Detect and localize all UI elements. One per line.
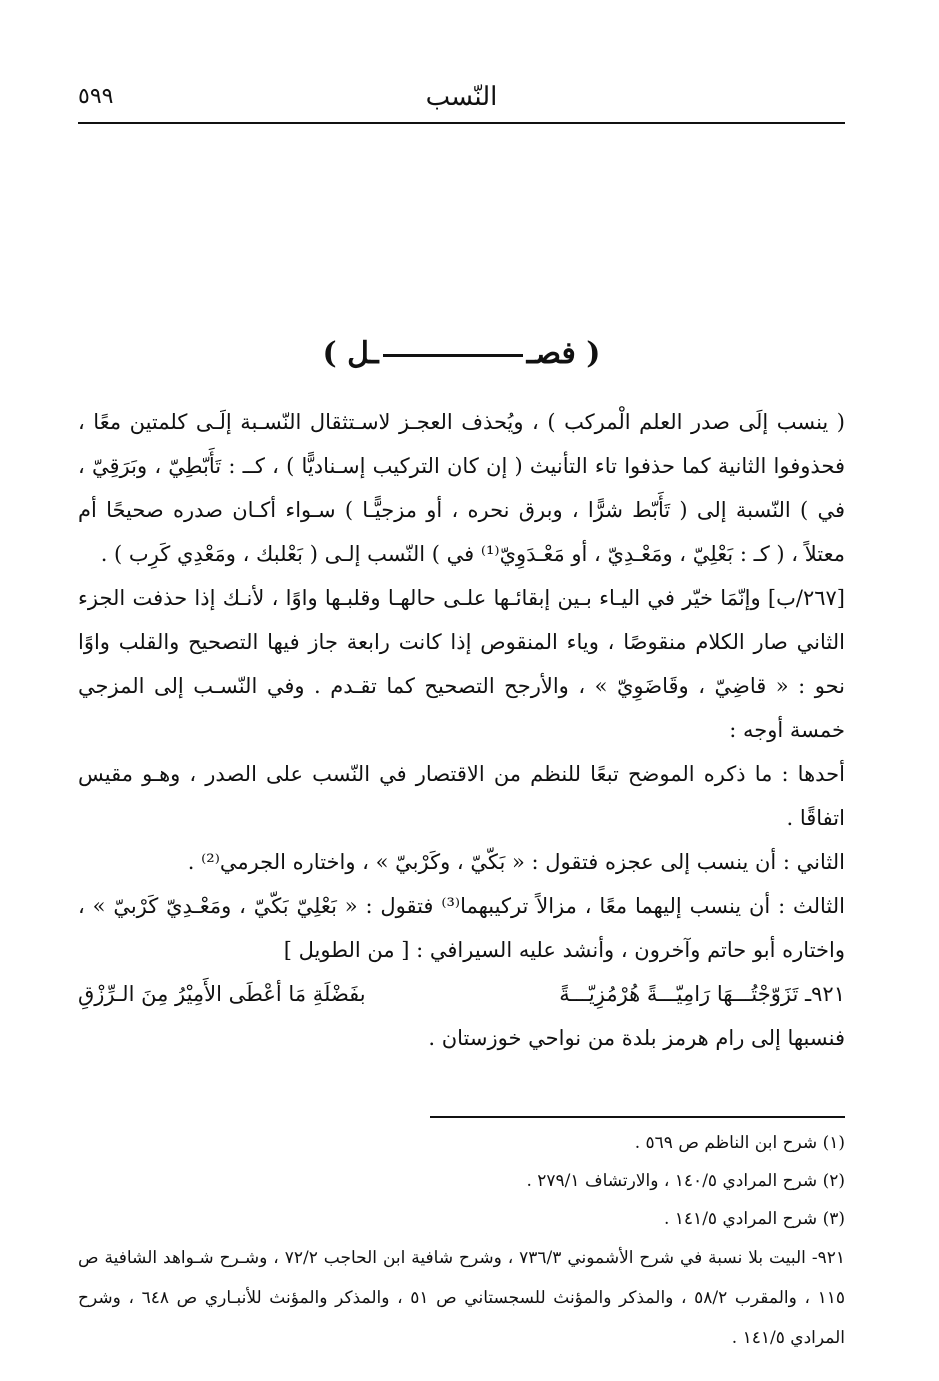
footnote-2: (٢) شرح المرادي ١٤٠/٥ ، والارتشاف ٢٧٩/١ . [526, 1171, 845, 1191]
paragraph-2: [٢٦٧/ب] وإنّمَا خيّر في اليـاء بـين إبقائـها علـى حالهـا وقلبـها واوًا ، لأنـك إذا حذفت الجزء الثاني صار الكلام منقوصًا ، وياء المنقوص إذا كانت رابعة جاز فيها التصحيح والقلب واوًا نحو : « قاضِيّ ، وقَاضَوِيّ » ، والأرجح التصحيح كما تقـدم . وفي النّسـب إلى المزجي خمسة أوجه : [78, 586, 845, 742]
section-title-left: ( فصـ [526, 336, 601, 371]
paragraph-3: أحدها : ما ذكره الموضح تبعًا للنظم من الاقتصار في النّسب على الصدر ، وهـو مقيس اتفاقًا . [78, 762, 845, 830]
verse-first-text: تَزَوّجْتُـــهَا رَامِيّـــةً هُرْمُزِيّـــةً [559, 982, 799, 1006]
body-text [78, 400, 845, 1060]
poetry-verse [78, 972, 845, 1016]
verse-first-hemistich [559, 972, 845, 1016]
paragraph-5: الثالث : أن ينسب إليهما معًا ، مزالاً تركيبهما⁽³⁾ فتقول : « بَعْلِيّ بَكّيّ ، ومَعْـدِيّ كَرْبيّ » ، واختاره أبو حاتم وآخرون ، وأنشد عليه السيرافي : [ من الطويل ] [78, 894, 845, 962]
page-header [78, 82, 845, 122]
section-title-kashida [383, 354, 523, 357]
footnote-verse-source: ٩٢١- البيت بلا نسبة في شرح الأشموني ٧٣٦/٣ ، وشرح شافية ابن الحاجب ٧٢/٢ ، وشـرح شـواهد الشافية ص ١١٥ ، والمقرب ٥٨/٢ ، والمذكر والمؤنث للسجستاني ص ٥١ ، والمذكر والمؤنث للأنبـاري ص ٦٤٨ ، وشرح المرادي ١٤١/٥ . [78, 1248, 845, 1348]
footnotes [78, 1124, 845, 1358]
verse-number: ٩٢١ـ [805, 982, 845, 1006]
paragraph-1: ( ينسب إلَى صدر العلم الْمركب ) ، ويُحذف العجـز لاسـتثقال النّسـبة إلَـى كلمتين معًا ، فحذوفوا الثانية كما حذفوا تاء التأنيث ( إن كان التركيب إسـناديًّا ) ، كــ : تَأَبّطِيّ ، وبَرَقِيّ ، في ) النّسبة إلى ( تَأَبّط شرًّا ، وبرق نحره ، أو مزجيًّـا ) سـواء أكـان صدره صحيحًا أم معتلاً ، ( كـ : بَعْلِيّ ، ومَعْـدِيّ ، أو مَعْـدَوِيّ⁽¹⁾ في ) النّسب إلـى ( بَعْلبك ، ومَعْدِي كَرِب ) . [78, 410, 845, 566]
section-title [78, 336, 845, 371]
running-title: النّسب [425, 82, 498, 112]
footnote-rule [430, 1116, 845, 1118]
verse-second-hemistich: بفَضْلَةِ مَا أعْطَى الأَمِيْرُ مِنَ الـرِّزْقِ [78, 982, 366, 1006]
header-rule [78, 122, 845, 124]
paragraph-4: الثاني : أن ينسب إلى عجزه فتقول : « بَكّيّ ، وكَرْبيّ » ، واختاره الجرمي⁽²⁾ . [187, 850, 845, 874]
page-number: ٥٩٩ [78, 84, 114, 109]
section-title-right: ـل ) [322, 336, 379, 371]
footnote-3: (٣) شرح المرادي ١٤١/٥ . [663, 1209, 845, 1229]
paragraph-6: فنسبها إلى رام هرمز بلدة من نواحي خوزستان . [428, 1026, 845, 1050]
footnote-1: (١) شرح ابن الناظم ص ٥٦٩ . [634, 1133, 845, 1153]
